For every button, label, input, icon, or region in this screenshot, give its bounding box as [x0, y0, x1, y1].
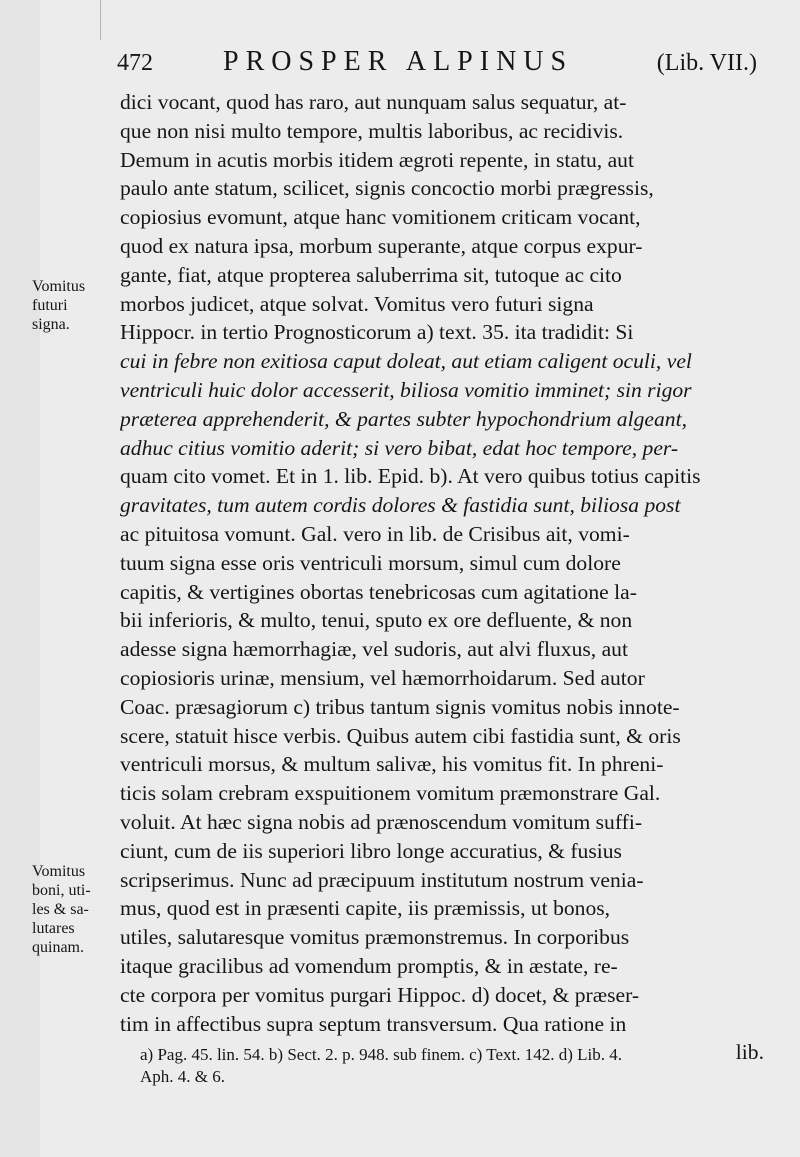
margin-note-line: futuri [32, 297, 68, 314]
margin-note-line: lutares [32, 920, 75, 937]
body-line: Coac. præsagiorum c) tribus tantum signis vomitus nobis innote- [120, 694, 680, 719]
body-line: morbos judicet, atque solvat. Vomitus vero futuri signa [120, 291, 594, 316]
body-line: ventriculi morsus, & multum salivæ, his vomitus fit. In phreni- [120, 752, 664, 777]
body-line: quam cito vomet. Et in 1. lib. Epid. b). At vero quibus totius capitis [120, 464, 701, 489]
body-line: capitis, & vertigines obortas tenebricosas cum agitatione la- [120, 579, 637, 604]
page-header [117, 44, 757, 84]
body-line: gravitates, tum autem cordis dolores & fastidia sunt, biliosa post [120, 493, 681, 518]
page-gutter-shadow [0, 0, 40, 1157]
body-line: utiles, salutaresque vomitus præmonstremus. In corporibus [120, 925, 630, 950]
body-line: tuum signa esse oris ventriculi morsum, simul cum dolore [120, 550, 621, 575]
body-line: copiosioris urinæ, mensium, vel hæmorrhoidarum. Sed autor [120, 665, 645, 690]
body-line: mus, quod est in præsenti capite, iis præmissis, ut bonos, [120, 896, 611, 921]
body-line: adesse signa hæmorrhagiæ, vel sudoris, aut alvi fluxus, aut [120, 637, 628, 662]
margin-note-line: les & sa- [32, 901, 89, 918]
body-line: Demum in acutis morbis itidem ægroti repente, in statu, aut [120, 147, 634, 172]
body-line: tim in affectibus supra septum transversum. Qua ratione in [120, 1011, 627, 1036]
body-line: bii inferioris, & multo, tenui, sputo ex ore defluente, & non [120, 608, 633, 633]
body-line: ticis solam crebram exspuitionem vomitum præmonstrare Gal. [120, 781, 661, 806]
margin-note-vomitus-boni [32, 862, 122, 957]
body-line: Hippocr. in tertio Prognosticorum a) text. 35. ita tradidit: Si [120, 320, 634, 345]
body-line: præterea apprehenderit, & partes subter hypochondrium algeant, [120, 406, 687, 431]
page-number: 472 [117, 50, 153, 76]
body-line: ventriculi huic dolor accesserit, biliosa vomitio imminet; sin rigor [120, 377, 692, 402]
body-line: gante, fiat, atque propterea saluberrima sit, tutoque ac cito [120, 262, 622, 287]
body-line: ciunt, cum de iis superiori libro longe accuratius, & fusius [120, 838, 622, 863]
body-line: adhuc citius vomitio aderit; si vero bibat, edat hoc tempore, per- [120, 435, 679, 460]
margin-note-line: signa. [32, 316, 70, 333]
body-line: scripserimus. Nunc ad præcipuum institutum nostrum venia- [120, 867, 644, 892]
body-line: itaque gracilibus ad vomendum promptis, & in æstate, re- [120, 953, 618, 978]
footnotes [140, 1044, 765, 1088]
body-line: quod ex natura ipsa, morbum superante, atque corpus expur- [120, 233, 643, 258]
body-line: dici vocant, quod has raro, aut nunquam salus sequatur, at- [120, 90, 627, 114]
body-line: copiosius evomunt, atque hanc vomitionem criticam vocant, [120, 205, 641, 230]
body-text [120, 88, 764, 1067]
body-line: cui in febre non exitiosa caput doleat, aut etiam caligent oculi, vel [120, 349, 692, 374]
body-line: paulo ante statum, scilicet, signis concoctio morbi prægressis, [120, 176, 654, 201]
margin-note-line: quinam. [32, 939, 84, 956]
body-line: ac pituitosa vomunt. Gal. vero in lib. de Crisibus ait, vomi- [120, 521, 630, 546]
margin-note-line: Vomitus [32, 278, 86, 295]
book-reference: (Lib. VII.) [656, 50, 757, 76]
body-line: lib. [735, 1040, 764, 1065]
fold-mark [100, 0, 101, 40]
body-line: que non nisi multo tempore, multis laboribus, ac recidivis. [120, 118, 624, 143]
margin-note-vomitus-futuri [32, 277, 122, 334]
running-title: PROSPER ALPINUS [223, 46, 574, 77]
body-line: voluit. At hæc signa nobis ad prænoscendum vomitum suffi- [120, 809, 643, 834]
body-line: cte corpora per vomitus purgari Hippoc. d) docet, & præser- [120, 982, 640, 1007]
footnote-line: a) Pag. 45. lin. 54. b) Sect. 2. p. 948. sub finem. c) Text. 142. d) Lib. 4. [140, 1045, 622, 1064]
margin-note-line: boni, uti- [32, 882, 91, 899]
footnote-line: Aph. 4. & 6. [140, 1067, 225, 1086]
margin-note-line: Vomitus [32, 863, 86, 880]
body-line: scere, statuit hisce verbis. Quibus autem cibi fastidia sunt, & oris [120, 723, 681, 748]
